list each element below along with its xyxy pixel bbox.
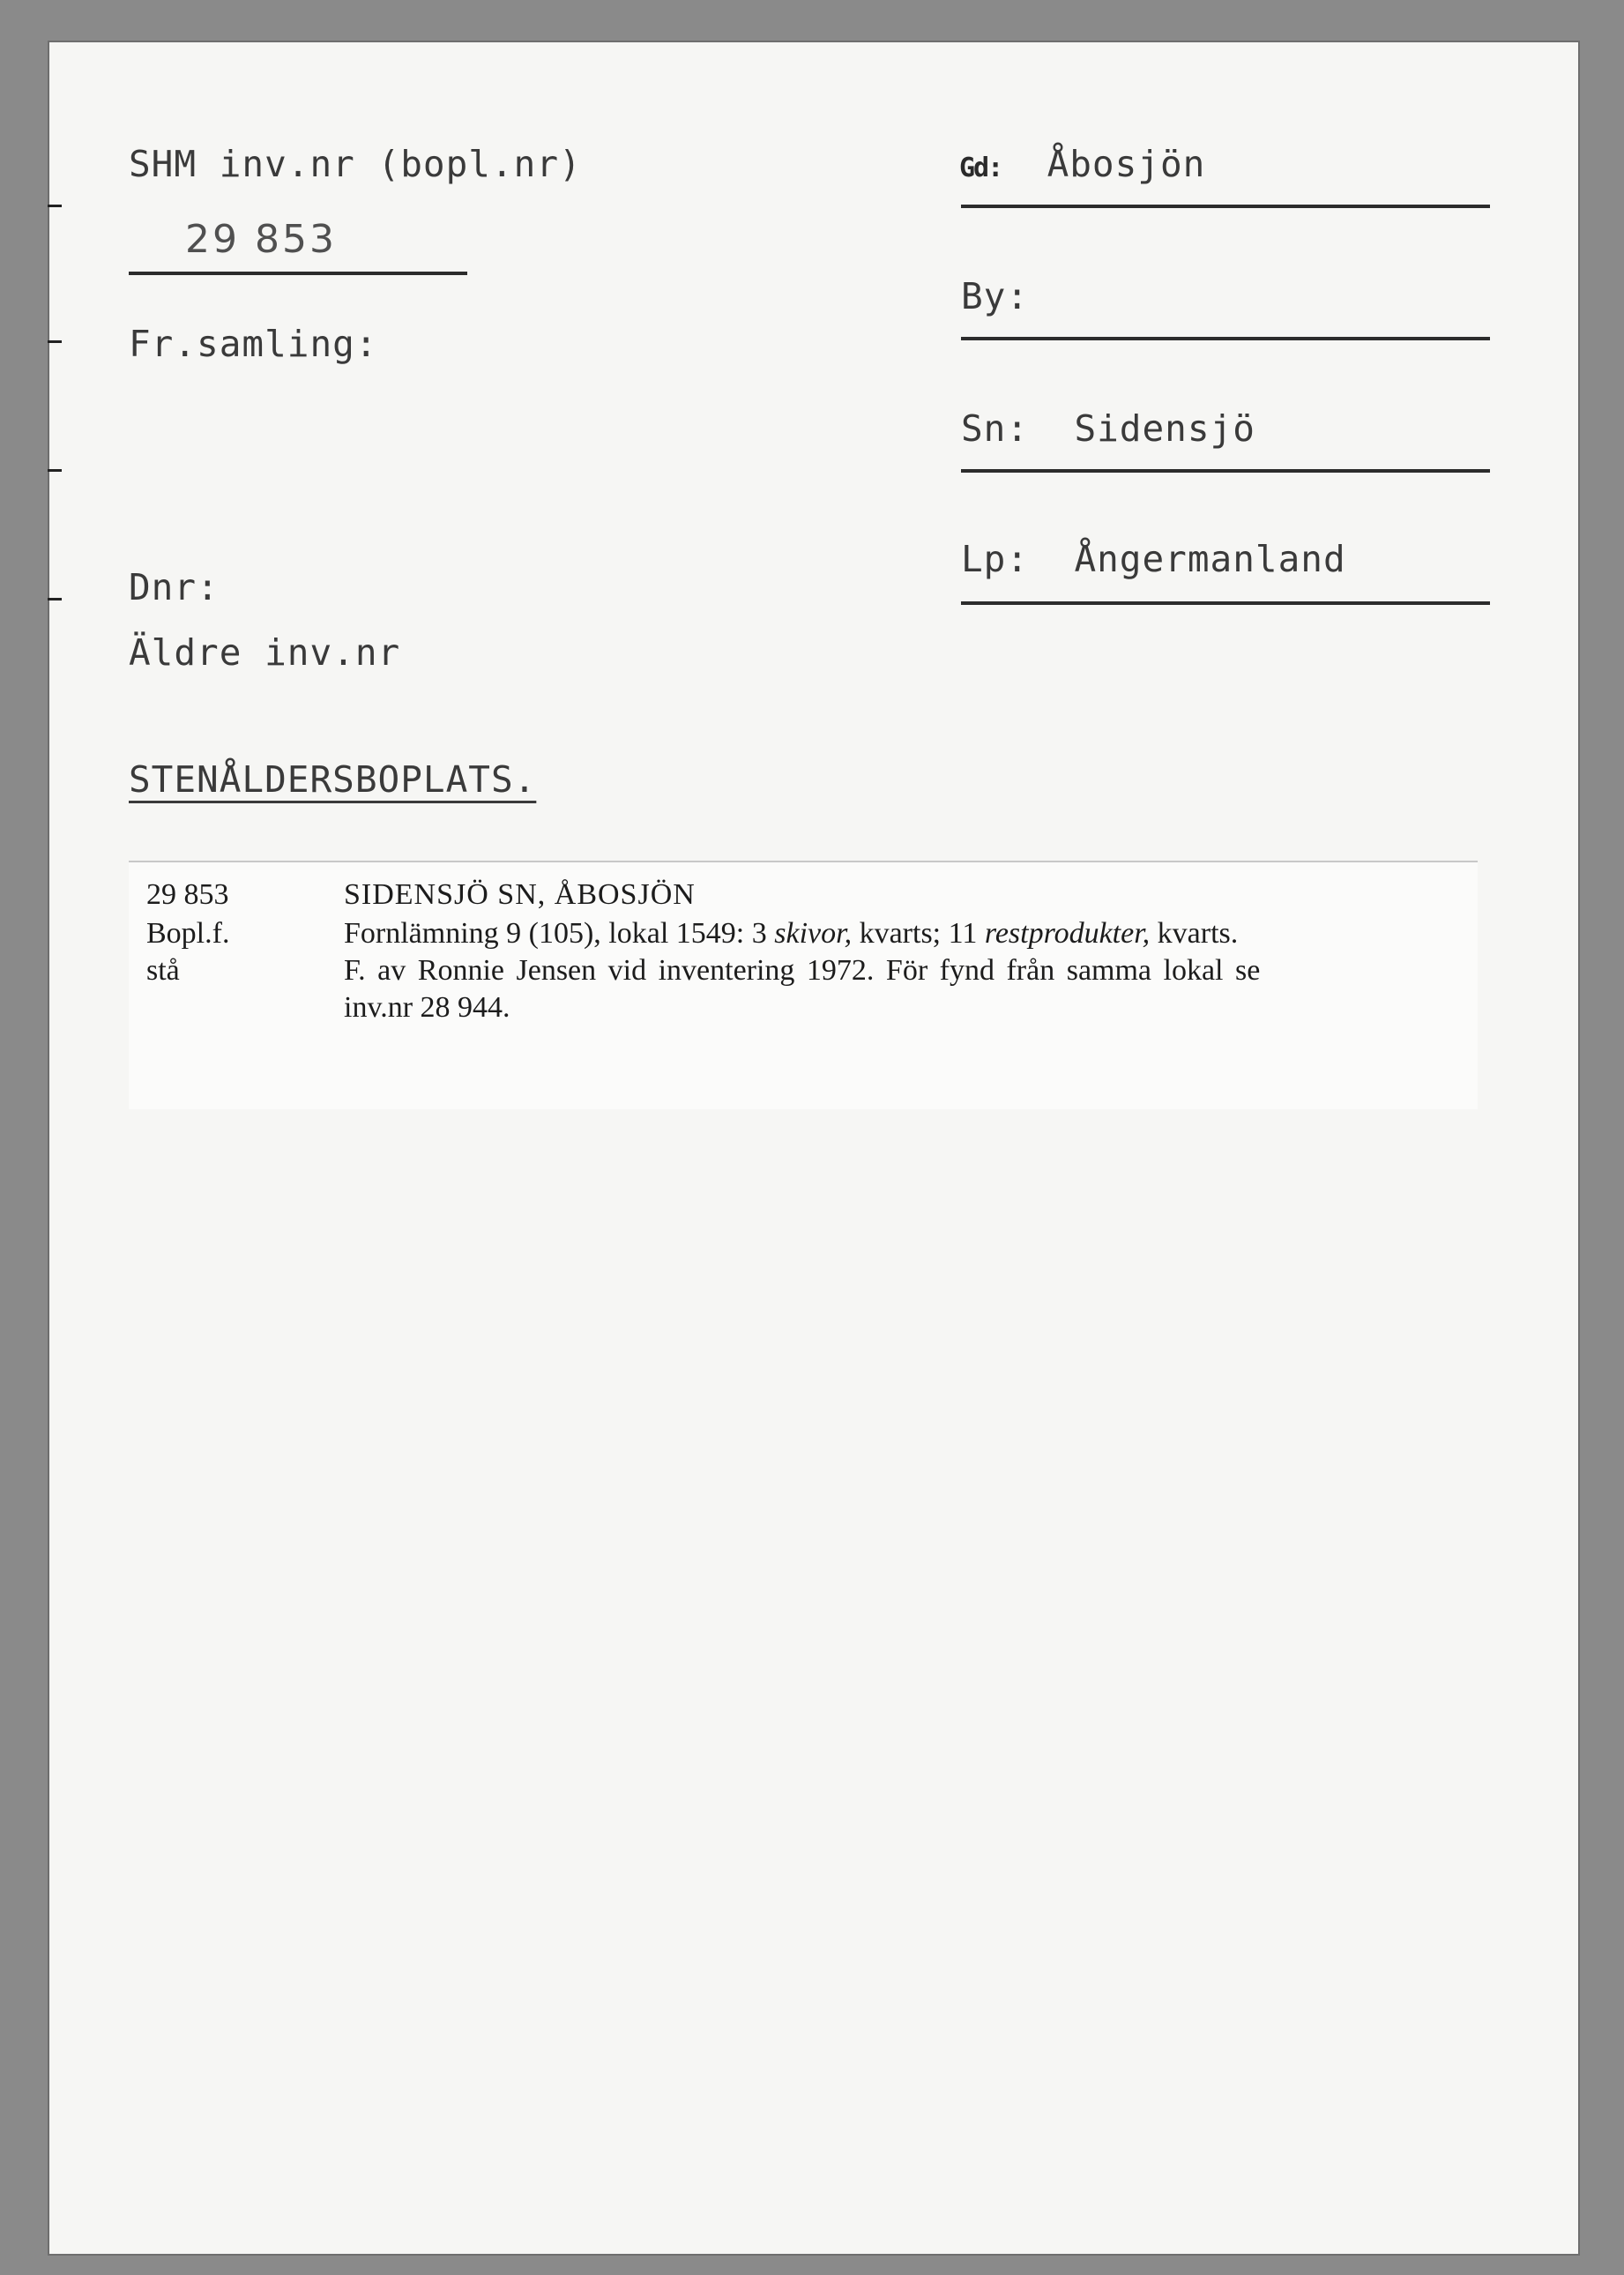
catalog-card	[48, 41, 1580, 2256]
printed-catalog-entry	[129, 861, 1478, 1109]
entry-line-1-italic: restprodukter,	[984, 917, 1151, 950]
fr-samling-label: Fr.samling:	[129, 323, 378, 365]
margin-mark	[48, 598, 62, 600]
margin-mark	[48, 340, 62, 343]
entry-line-1-text: kvarts.	[1150, 917, 1239, 950]
gd-value: Åbosjön	[1047, 143, 1206, 185]
gd-field	[959, 143, 1205, 185]
entry-number: 29 853	[146, 878, 229, 911]
entry-line-3: inv.nr 28 944.	[344, 991, 510, 1024]
inventory-number-rule	[129, 272, 467, 275]
entry-line-1-text: Fornlämning 9 (105), lokal 1549: 3	[344, 917, 775, 950]
entry-line-1	[344, 917, 1238, 951]
sn-field	[961, 407, 1255, 450]
sn-rule	[961, 469, 1490, 473]
margin-mark	[48, 469, 62, 472]
entry-line-2: F. av Ronnie Jensen vid inventering 1972. För fynd från samma lokal se	[344, 954, 1261, 987]
gd-label: Gd:	[959, 153, 1002, 183]
lp-label: Lp:	[961, 538, 1030, 580]
lp-rule	[961, 601, 1490, 605]
dnr-label: Dnr:	[129, 566, 220, 608]
entry-title: SIDENSJÖ SN, ÅBOSJÖN	[344, 878, 696, 911]
gd-rule	[961, 205, 1490, 208]
entry-line-1-italic: skivor,	[774, 917, 853, 950]
sn-label: Sn:	[961, 407, 1030, 450]
lp-field	[961, 538, 1346, 580]
by-rule	[961, 337, 1490, 340]
inventory-number-label: SHM inv.nr (bopl.nr)	[129, 143, 582, 185]
by-label: By:	[961, 275, 1030, 317]
older-inventory-label: Äldre inv.nr	[129, 631, 401, 674]
entry-location-note: stå	[146, 954, 180, 987]
inventory-number: 29 853	[185, 217, 337, 262]
entry-line-1-text: kvarts; 11	[852, 917, 985, 950]
margin-mark	[48, 205, 62, 207]
entry-type: Bopl.f.	[146, 917, 230, 950]
site-type-heading: STENÅLDERSBOPLATS.	[129, 758, 537, 801]
lp-value: Ångermanland	[1074, 538, 1346, 580]
sn-value: Sidensjö	[1074, 407, 1255, 450]
